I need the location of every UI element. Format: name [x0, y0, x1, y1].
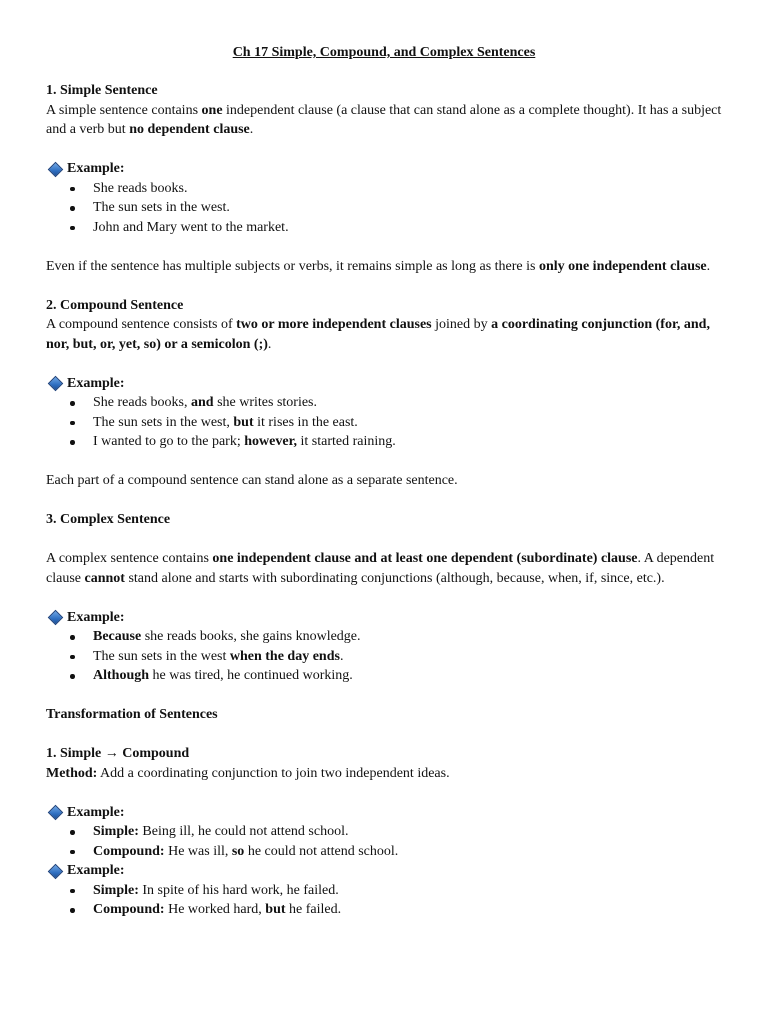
diamond-icon [50, 866, 60, 876]
subsection-heading: 1. Simple → Compound [46, 746, 190, 761]
example-label: Example: [46, 861, 722, 881]
section-heading-transformation: Transformation of Sentences [46, 707, 218, 722]
page-title: Ch 17 Simple, Compound, and Complex Sentences [232, 45, 536, 60]
list-item: The sun sets in the west, but it rises in the east. [46, 413, 722, 433]
section-heading-simple: 1. Simple Sentence [46, 83, 158, 98]
section-heading-complex: 3. Complex Sentence [46, 512, 171, 527]
example-list [46, 179, 722, 238]
simple-definition: A simple sentence contains one independent clause (a clause that can stand alone as a complete thought). It has a subject and a verb but no dependent clause. [46, 102, 722, 137]
diamond-icon [50, 378, 60, 388]
list-item: Because she reads books, she gains knowledge. [46, 627, 722, 647]
bullet-icon [70, 401, 75, 406]
list-item: The sun sets in the west. [46, 198, 722, 218]
bullet-icon [70, 850, 75, 855]
bullet-icon [70, 830, 75, 835]
document-page [46, 44, 722, 920]
list-item: John and Mary went to the market. [46, 218, 722, 238]
method-line: Method: Add a coordinating conjunction to join two independent ideas. [46, 765, 450, 781]
example-list [46, 627, 722, 686]
bullet-icon [70, 655, 75, 660]
example-list [46, 881, 722, 920]
section-heading-compound: 2. Compound Sentence [46, 297, 184, 313]
example-label: Example: [46, 159, 722, 179]
list-item: Simple: In spite of his hard work, he failed. [46, 881, 722, 901]
diamond-icon [50, 164, 60, 174]
compound-definition: A compound sentence consists of two or more independent clauses joined by a coordinating conjunction (for, and, nor, but, or, yet, so) or a semicolon (;). [46, 317, 710, 352]
list-item: The sun sets in the west when the day ends. [46, 647, 722, 667]
diamond-icon [50, 807, 60, 817]
bullet-icon [70, 187, 75, 192]
bullet-icon [70, 421, 75, 426]
example-list [46, 822, 722, 861]
bullet-icon [70, 440, 75, 445]
example-label: Example: [46, 803, 722, 823]
bullet-icon [70, 206, 75, 211]
list-item: Compound: He was ill, so he could not attend school. [46, 842, 722, 862]
compound-note: Each part of a compound sentence can stand alone as a separate sentence. [46, 473, 458, 488]
bullet-icon [70, 674, 75, 679]
simple-note: Even if the sentence has multiple subjects or verbs, it remains simple as long as there is only one independent clause. [46, 258, 711, 274]
example-list [46, 393, 722, 452]
list-item: Compound: He worked hard, but he failed. [46, 900, 722, 920]
bullet-icon [70, 908, 75, 913]
bullet-icon [70, 635, 75, 640]
complex-definition: A complex sentence contains one independent clause and at least one dependent (subordinate) clause. A dependent clause cannot stand alone and starts with subordinating conjunctions (although, because, when, if, since, etc.). [46, 551, 715, 586]
bullet-icon [70, 889, 75, 894]
example-label: Example: [46, 608, 722, 628]
list-item: Simple: Being ill, he could not attend school. [46, 822, 722, 842]
list-item: I wanted to go to the park; however, it started raining. [46, 432, 722, 452]
list-item: Although he was tired, he continued working. [46, 666, 722, 686]
diamond-icon [50, 612, 60, 622]
example-label: Example: [46, 374, 722, 394]
list-item: She reads books, and she writes stories. [46, 393, 722, 413]
bullet-icon [70, 226, 75, 231]
list-item: She reads books. [46, 179, 722, 199]
